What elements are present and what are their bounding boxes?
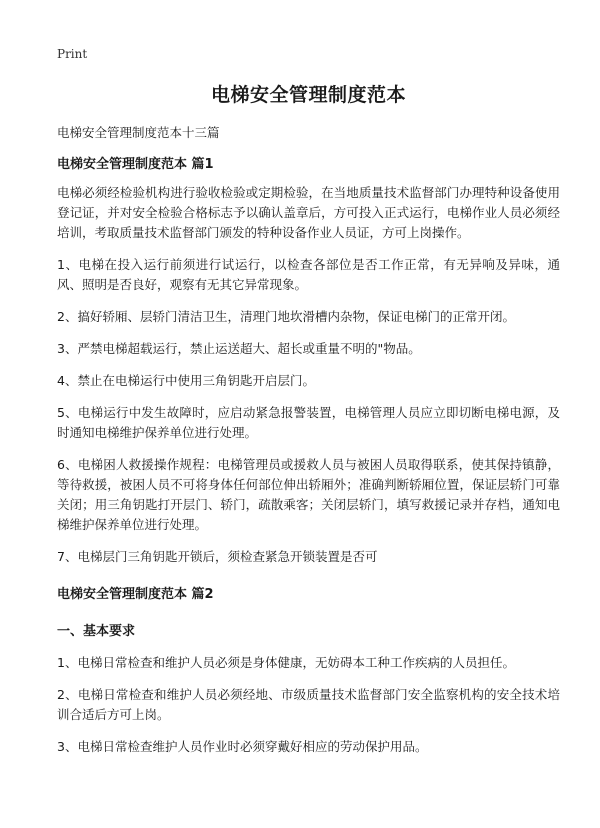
- list-item: 2、搞好轿厢、层轿门清洁卫生，清理门地坎滑槽内杂物，保证电梯门的正常开闭。: [57, 309, 515, 324]
- document-title: 电梯安全管理制度范本: [210, 84, 406, 106]
- list-item: 7、电梯层门三角钥匙开锁后，须检查紧急开锁装置是否可: [57, 549, 378, 564]
- list-item: 1、电梯日常检查和维护人员必须是身体健康，无妨碍本工种工作疾病的人员担任。: [57, 655, 515, 670]
- list-item: 1、电梯在投入运行前须进行试运行，以检查各部位是否工作正常，有无异响及异味，通风、照明是否良好，观察有无其它异常现象。: [57, 257, 560, 292]
- section-heading: 电梯安全管理制度范本 篇1: [57, 157, 214, 172]
- print-label: Print: [57, 47, 88, 61]
- list-item: 4、禁止在电梯运行中使用三角钥匙开启层门。: [57, 373, 315, 388]
- list-item: 3、电梯日常检查维护人员作业时必须穿戴好相应的劳动保护用品。: [57, 739, 428, 754]
- section-intro-paragraph: 电梯必须经检验机构进行验收检验或定期检验，在当地质量技术监督部门办理特种设备使用登记证，并对安全检验合格标志予以确认盖章后，方可投入正式运行，电梯作业人员必须经培训，考取质量技术监督部门颁发的特种设备作业人员证，方可上岗操作。: [57, 185, 560, 240]
- section-2: [57, 586, 560, 757]
- list-item: 3、严禁电梯超载运行，禁止运送超大、超长或重量不明的"物品。: [57, 341, 421, 356]
- section-heading: 电梯安全管理制度范本 篇2: [57, 587, 214, 602]
- list-item: 5、电梯运行中发生故障时，应启动紧急报警装置，电梯管理人员应立即切断电梯电源，及时通知电梯维护保养单位进行处理。: [57, 405, 560, 440]
- section-1: [57, 156, 560, 567]
- document-subtitle: 电梯安全管理制度范本十三篇: [57, 125, 220, 140]
- section-subheading: 一、基本要求: [57, 624, 136, 639]
- list-item: 6、电梯困人救援操作规程：电梯管理员或援救人员与被困人员取得联系，使其保持镇静，等待救援，被困人员不可将身体任何部位伸出轿厢外；准确判断轿厢位置，保证层轿门可靠关闭；用三角钥匙打开层门、轿门，疏散乘客；关闭层轿门，填写救援记录并存档，通知电梯维护保养单位进行处理。: [57, 457, 560, 532]
- list-item: 2、电梯日常检查和维护人员必须经地、市级质量技术监督部门安全监察机构的安全技术培训合适后方可上岗。: [57, 687, 560, 722]
